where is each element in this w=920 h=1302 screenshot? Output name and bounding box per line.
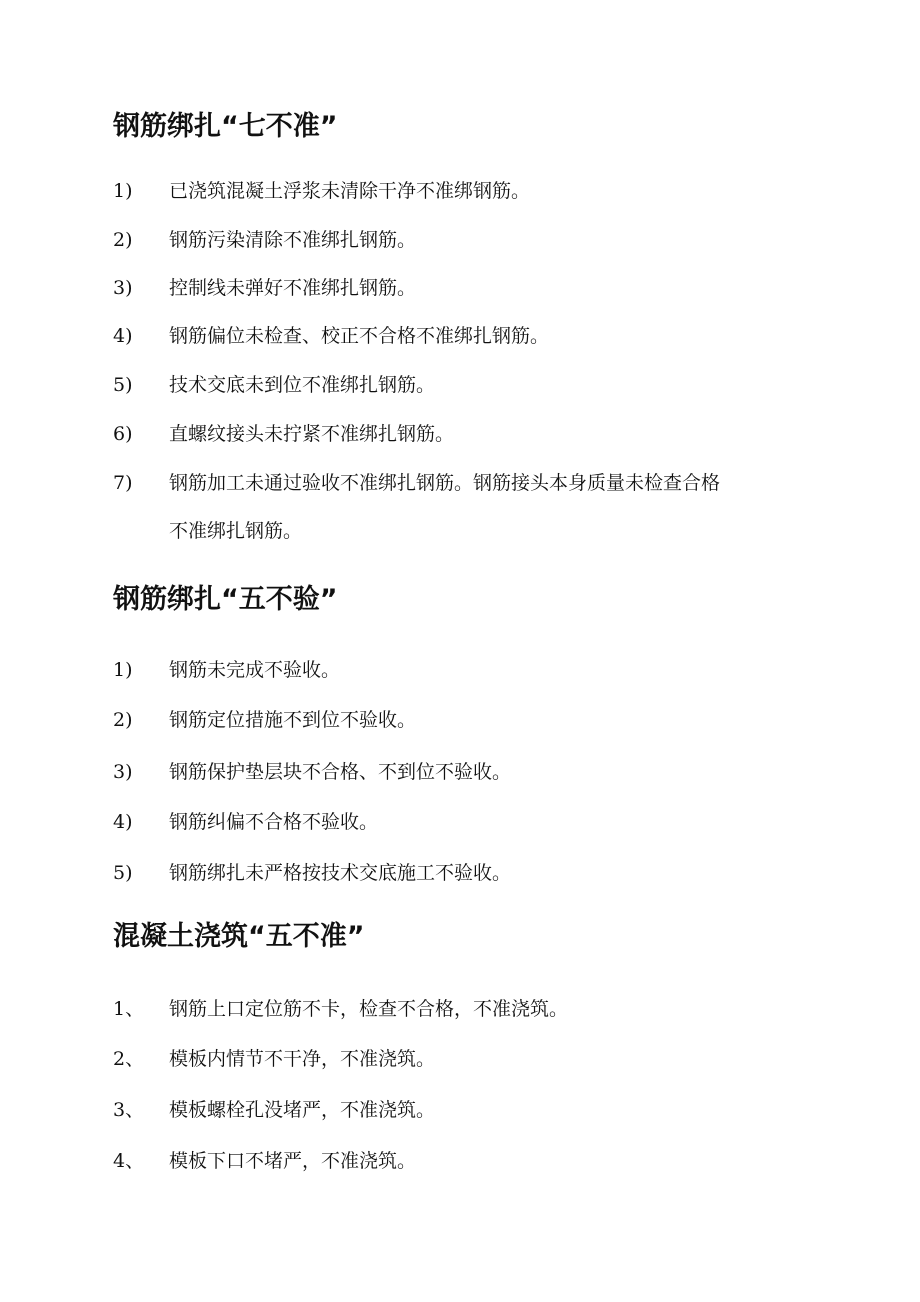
item-number: 1) [113,180,133,202]
item-number: 4、 [113,1150,145,1172]
item-number: 2、 [113,1048,145,1070]
section-title-concrete-five-prohibitions: 混凝土浇筑“五不准” [113,921,365,952]
item-text: 钢筋纠偏不合格不验收。 [169,811,379,833]
section-title-rebar-five-no-acceptance: 钢筋绑扎“五不验” [113,584,338,615]
item-number: 2) [113,709,133,731]
item-number: 5) [113,862,133,884]
item-number: 3) [113,277,133,299]
item-text: 钢筋加工未通过验收不准绑扎钢筋。钢筋接头本身质量未检查合格 [169,472,721,494]
item-number: 5) [113,374,133,396]
item-number: 2) [113,229,133,251]
item-number: 6) [113,423,133,445]
item-text: 钢筋保护垫层块不合格、不到位不验收。 [169,761,512,783]
item-text: 模板下口不堵严，不准浇筑。 [169,1150,417,1172]
item-text: 钢筋未完成不验收。 [169,659,341,681]
item-number: 1) [113,659,133,681]
item-text: 技术交底未到位不准绑扎钢筋。 [169,374,436,396]
item-text: 模板螺栓孔没堵严，不准浇筑。 [169,1099,436,1121]
item-text-continuation: 不准绑扎钢筋。 [169,520,303,542]
item-number: 3) [113,761,133,783]
item-number: 3、 [113,1099,145,1121]
item-number: 4) [113,811,133,833]
item-text: 钢筋污染清除不准绑扎钢筋。 [169,229,417,251]
item-text: 直螺纹接头未拧紧不准绑扎钢筋。 [169,423,455,445]
item-text: 钢筋定位措施不到位不验收。 [169,709,417,731]
item-number: 4) [113,325,133,347]
item-text: 模板内情节不干净，不准浇筑。 [169,1048,436,1070]
item-text: 控制线未弹好不准绑扎钢筋。 [169,277,417,299]
item-number: 7) [113,472,133,494]
section-title-rebar-seven-prohibitions: 钢筋绑扎“七不准” [113,111,338,142]
item-text: 已浇筑混凝土浮浆未清除干净不准绑钢筋。 [169,180,531,202]
item-text: 钢筋绑扎未严格按技术交底施工不验收。 [169,862,512,884]
item-text: 钢筋上口定位筋不卡，检查不合格，不准浇筑。 [169,998,569,1020]
item-text: 钢筋偏位未检查、校正不合格不准绑扎钢筋。 [169,325,550,347]
item-number: 1、 [113,998,145,1020]
